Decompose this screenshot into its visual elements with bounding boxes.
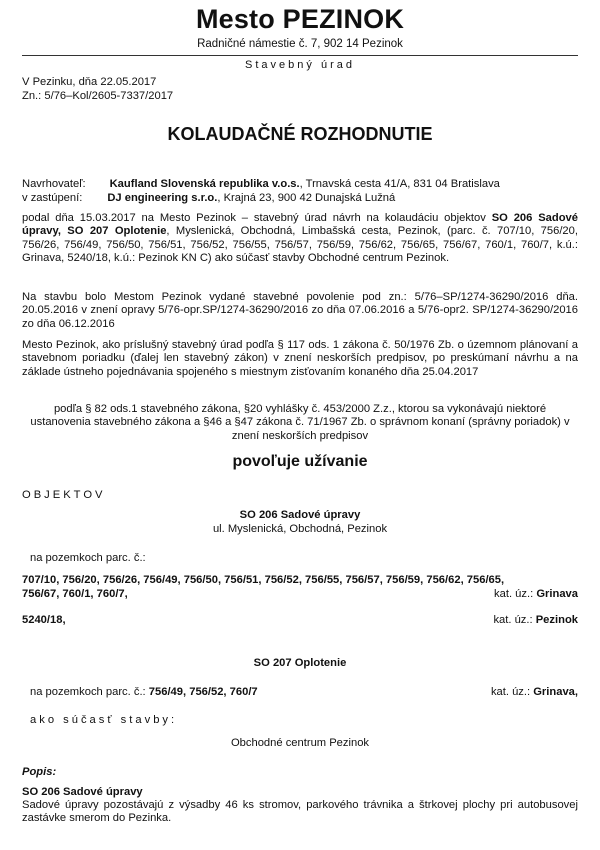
so206-cadastre-2-value: Pezinok xyxy=(535,614,578,626)
so207-cadastre-label: kat. úz.: xyxy=(490,686,534,698)
so206-title: SO 206 Sadové úpravy xyxy=(239,509,361,521)
so206-parcels-line3: 5240/18, xyxy=(22,614,66,626)
agent-label: v zastúpení: xyxy=(22,192,83,204)
so206-cadastre-1-label: kat. úz.: xyxy=(494,588,537,600)
so207-cadastre-value: Grinava, xyxy=(533,686,578,698)
paragraph-legal-basis: podľa § 82 ods.1 stavebného zákona, §20 vyhlášky č. 453/2000 Z.z., ktorou sa vykonávajú niektoré ustanovenia stavebného zákona a §46 a §47 zákona č. 71/1967 Zb. o správnom konaní (správny poriadok) v znení neskorších predpisov xyxy=(30,403,570,442)
document-title: KOLAUDAČNÉ ROZHODNUTIE xyxy=(167,124,433,144)
so206-parcels-label: na pozemkoch parc. č.: xyxy=(30,552,146,564)
description-text: Sadové úpravy pozostávajú z výsadby 46 ks stromov, parkového trávnika a štrkovej plochy pri autobusovej zastávke smerom do Pezinka. xyxy=(22,799,578,825)
city-title: Mesto PEZINOK xyxy=(195,4,405,34)
p1-text-a: podal dňa 15.03.2017 na Mesto Pezinok – stavebný úrad návrh na kolaudáciu objektov xyxy=(22,212,492,224)
issue-date: V Pezinku, dňa 22.05.2017 xyxy=(22,76,157,88)
agent-row xyxy=(22,192,395,204)
reference-number: Zn.: 5/76–Kol/2605-7337/2017 xyxy=(22,90,174,102)
description-heading: SO 206 Sadové úpravy xyxy=(22,786,143,798)
so207-parcels-label: na pozemkoch parc. č.: xyxy=(30,686,149,698)
applicant-address: , Trnavská cesta 41/A, 831 04 Bratislava xyxy=(299,178,500,190)
paragraph-authority: Mesto Pezinok, ako príslušný stavebný úrad podľa § 117 ods. 1 zákona č. 50/1976 Zb. o územnom plánovaní a stavebnom poriadku (ďalej len stavebný zákon) v znení neskorších predpisov, po preskúmaní návrhu a na základe ústneho pojednávania spojeného s miestnym zisťovaním konaného dňa 25.04.2017 xyxy=(22,339,578,378)
so207-title: SO 207 Oplotenie xyxy=(253,657,347,669)
so206-parcels-line2: 756/67, 760/1, 760/7, xyxy=(22,588,128,600)
part-of-label: ako súčasť stavby: xyxy=(30,714,178,726)
office-name: Stavebný úrad xyxy=(245,59,355,71)
decision-statement: povoľuje užívanie xyxy=(232,453,368,470)
applicant-label: Navrhovateľ: xyxy=(22,178,86,190)
p1-text-c: , Myslenická, Obchodná, Limbašská cesta, Pezinok, (parc. č. 707/10, 756/20, 756/26, 756/49, 756/50, 756/51, 756/52, 756/55, 756/57, 756/59, 756/62, 756/65, 756/67, 760/1, 760/7, k.ú.: Grinava, 5240/18, k.ú.: Pezinok KN C) ako súčasť stavby Obchodné centrum Pezinok. xyxy=(22,225,578,265)
p1-objects: SO 206 Sadové úpravy, SO 207 Oplotenie xyxy=(22,212,578,238)
so206-location: ul. Myslenická, Obchodná, Pezinok xyxy=(212,523,388,535)
applicant-row xyxy=(22,178,500,190)
city-address: Radničné námestie č. 7, 902 14 Pezinok xyxy=(197,38,403,50)
so206-cadastre-2 xyxy=(493,614,578,626)
so207-parcels xyxy=(30,686,258,698)
so206-cadastre-1 xyxy=(494,588,578,600)
agent-name: DJ engineering s.r.o. xyxy=(107,192,218,204)
applicant-name: Kaufland Slovenská republika v.o.s. xyxy=(109,178,300,190)
so207-parcels-value: 756/49, 756/52, 760/7 xyxy=(148,686,258,698)
so206-cadastre-1-value: Grinava xyxy=(536,588,578,600)
so207-cadastre xyxy=(491,686,578,698)
part-of-value: Obchodné centrum Pezinok xyxy=(230,737,370,749)
objects-label: OBJEKTOV xyxy=(22,489,106,501)
description-label: Popis: xyxy=(22,766,57,778)
so206-parcels-line1: 707/10, 756/20, 756/26, 756/49, 756/50, 756/51, 756/52, 756/55, 756/57, 756/59, 756/62, 756/65, xyxy=(22,574,505,586)
header-divider xyxy=(22,55,578,56)
so206-cadastre-2-label: kat. úz.: xyxy=(493,614,536,626)
agent-address: , Krajná 23, 900 42 Dunajská Lužná xyxy=(217,192,396,204)
paragraph-application xyxy=(22,212,578,266)
paragraph-permit: Na stavbu bolo Mestom Pezinok vydané stavebné povolenie pod zn.: 5/76–SP/1274-36290/2016 dňa. 20.05.2016 v znení opravy 5/76-opr.SP/1274-36290/2016 zo dňa 07.06.2016 a 5/76-opr2. SP/1274-36290/2016 zo dňa 06.12.2016 xyxy=(22,291,578,330)
